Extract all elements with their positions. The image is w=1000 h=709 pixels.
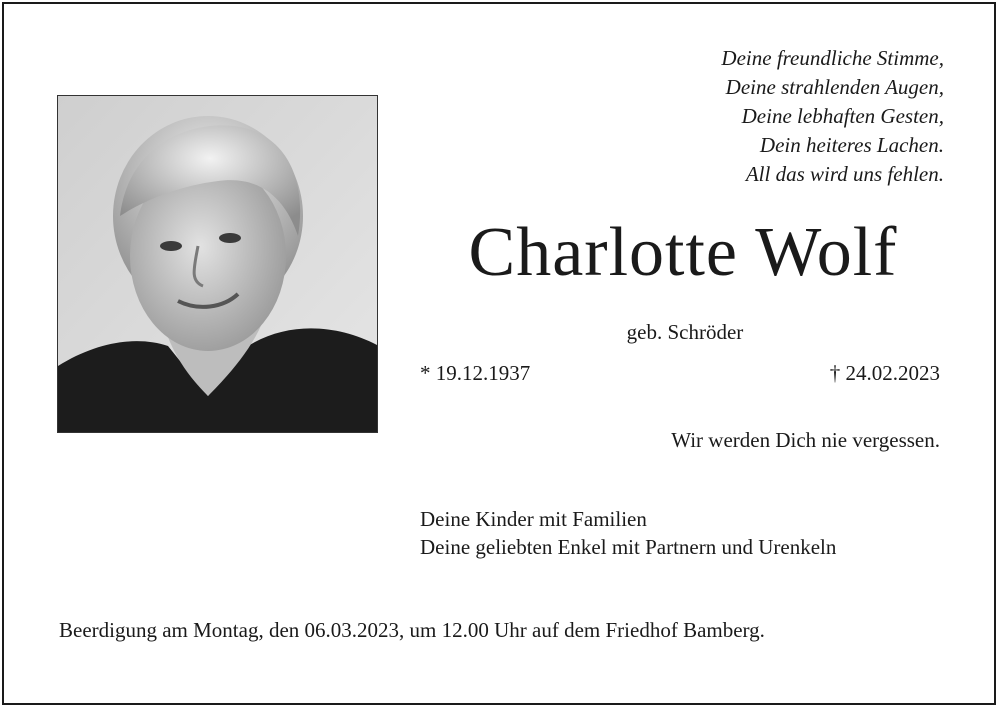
death-date: † 24.02.2023 [829,361,940,385]
maiden-name: geb. Schröder [626,320,744,344]
poem [721,44,944,189]
portrait-photo-icon [58,96,378,433]
mourners [420,505,836,561]
mourner-line: Deine Kinder mit Familien [420,507,647,531]
birth-date: * 19.12.1937 [420,361,531,385]
mourner-line: Deine geliebten Enkel mit Partnern und Urenkeln [420,535,837,559]
poem-line: Dein heiteres Lachen. [759,133,944,157]
poem-line: Deine strahlenden Augen, [725,75,944,99]
poem-line: Deine lebhaften Gesten, [741,104,944,128]
poem-line: All das wird uns fehlen. [745,162,944,186]
poem-line: Deine freundliche Stimme, [721,46,944,70]
portrait-photo [57,95,378,433]
funeral-notice: Beerdigung am Montag, den 06.03.2023, um 12.00 Uhr auf dem Friedhof Bamberg. [59,618,765,642]
farewell-message: Wir werden Dich nie vergessen. [671,428,940,452]
deceased-name: Charlotte Wolf [468,214,898,291]
